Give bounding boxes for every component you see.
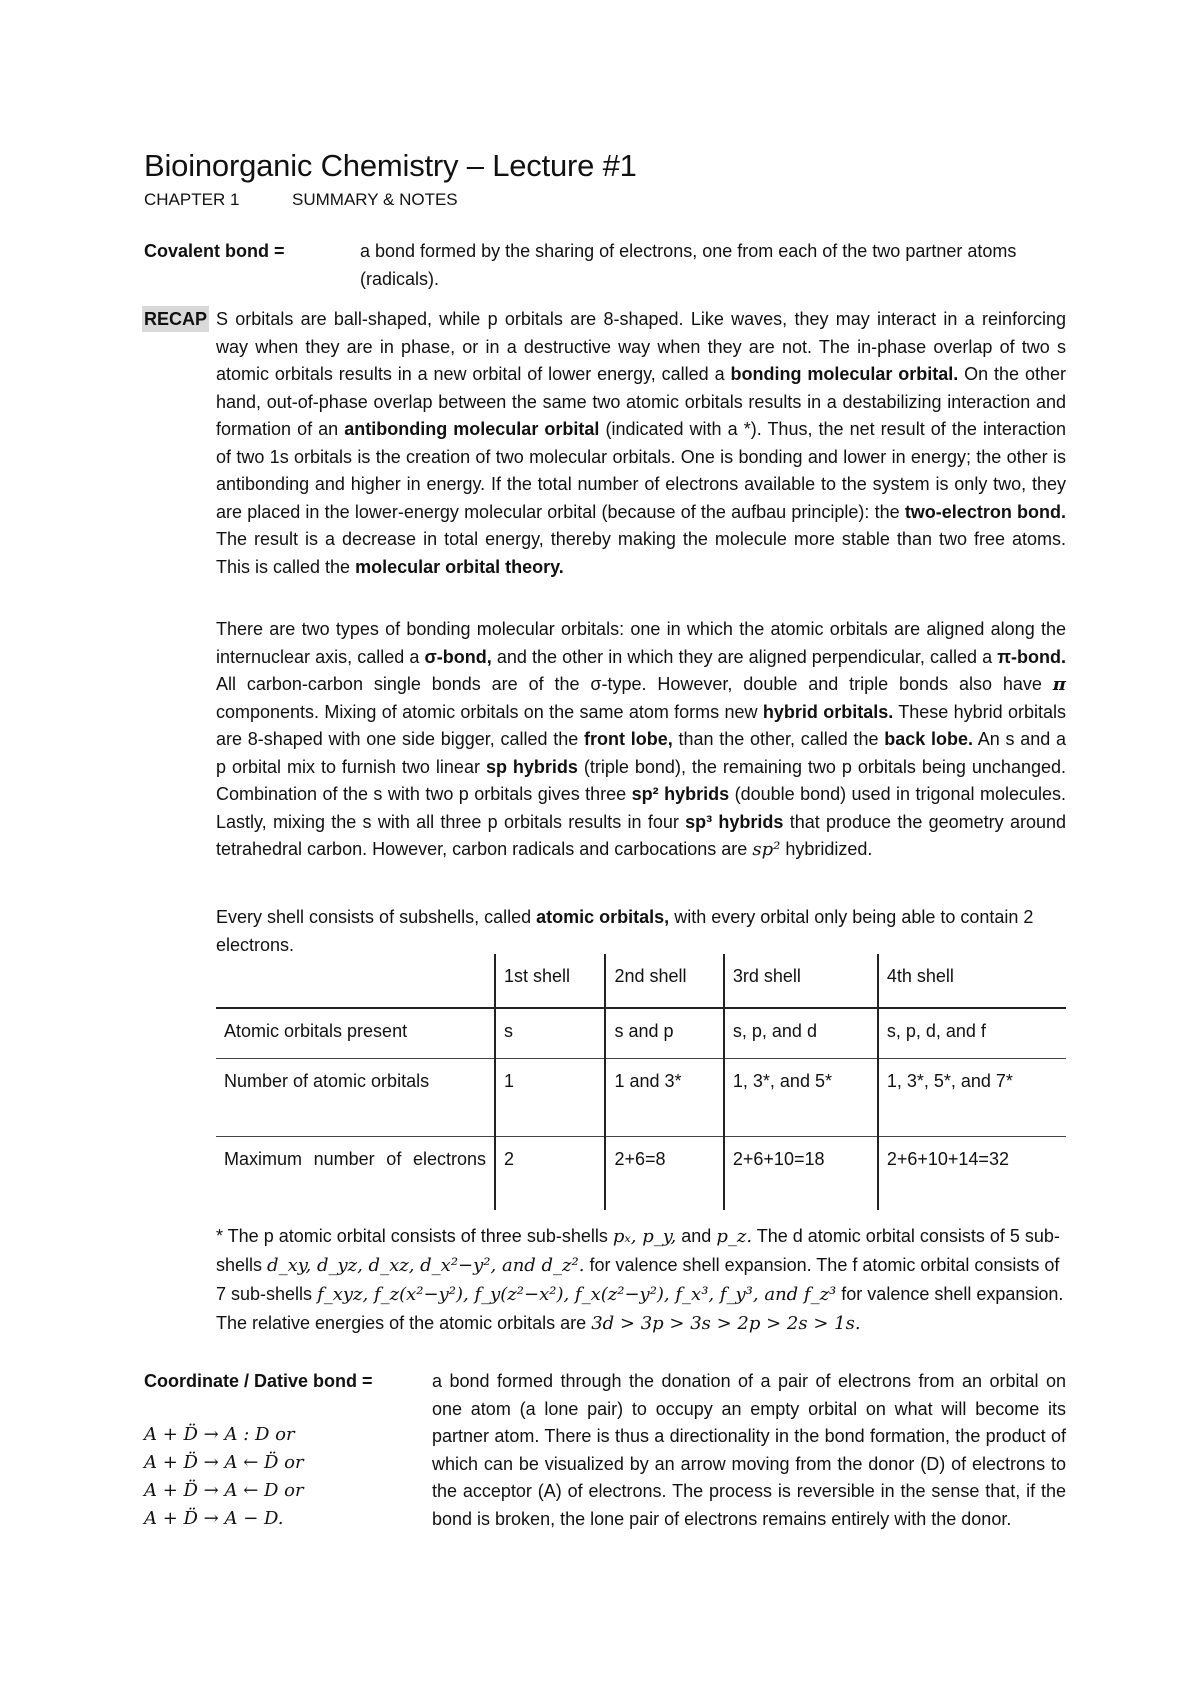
table-cell: s, p, and d bbox=[724, 1008, 878, 1059]
para-text: that produce the geometry around tetrahedral carbon. However, carbon radicals and carbocations are bbox=[216, 811, 1066, 859]
recap-text: The result is a decrease in total energy, thereby making the molecule more stable than two free atoms. This is called the bbox=[216, 529, 1066, 577]
recap-text: (indicated with a *). Thus, the net result of the interaction of two 1s orbitals is the creation of two molecular orbitals. One is bonding and lower in energy; the other is antibonding and higher in energy. If the total number of electrons available to the system is only two, they are placed in the lower-energy molecular orbital (because of the aufbau principle): the bbox=[216, 419, 1066, 522]
recap-tag: RECAP bbox=[142, 306, 209, 332]
table-cell: s, p, d, and f bbox=[878, 1008, 1066, 1059]
bold-term: sp hybrids bbox=[485, 756, 578, 777]
bold-term: sp³ hybrids bbox=[685, 811, 784, 832]
bold-term: π-bond. bbox=[997, 646, 1066, 667]
table-cell: 2+6+10=18 bbox=[724, 1137, 878, 1211]
math-term: f_xyz, f_z(x²−y²), f_y(z²−x²), f_x(z²−y²), f_x³, f_y³, and f_z³ bbox=[317, 1284, 837, 1305]
math-term: pₓ, p_y, bbox=[612, 1226, 677, 1247]
footnote-text: * The p atomic orbital consists of three sub-shells bbox=[216, 1226, 608, 1246]
table-cell: 1, 3*, 5*, and 7* bbox=[878, 1059, 1066, 1137]
footnote-text: The d atomic orbital consists of 5 sub-shells bbox=[216, 1226, 1060, 1275]
table-header-cell: 3rd shell bbox=[724, 954, 878, 1008]
math-term: 3d > 3p > 3s > 2p > 2s > 1s. bbox=[591, 1313, 861, 1334]
recap-bold-term: bonding molecular orbital. bbox=[730, 364, 959, 384]
dative-equation: A + D̈ → A − D. bbox=[144, 1508, 284, 1529]
dative-definition: a bond formed through the donation of a pair of electrons from an orbital on one atom (a lone pair) to occupy an empty orbital on what will become its partner atom. There is thus a directionality in the bond formation, the product of which can be visualized by an arrow moving from the donor (D) of electrons to the acceptor (A) of electrons. The process is reversible in the sense that, if the bond is broken, the lone pair of electrons remains entirely with the donor. bbox=[432, 1371, 1066, 1529]
para-text: and the other in which they are aligned perpendicular, called a bbox=[496, 646, 993, 667]
footnote-text: for valence shell expansion. The f atomic orbital consists of 7 sub-shells bbox=[216, 1255, 1060, 1304]
table-row bbox=[216, 1059, 1066, 1137]
dative-equation: A + D̈ → A ← D̈ or bbox=[144, 1452, 304, 1473]
table-header-cell: 4th shell bbox=[878, 954, 1066, 1008]
bold-term: hybrid orbitals. bbox=[762, 701, 894, 722]
table-cell: Atomic orbitals present bbox=[216, 1008, 495, 1059]
bold-term: atomic orbitals, bbox=[536, 907, 670, 927]
bold-term: front lobe, bbox=[584, 729, 673, 749]
table-footnote bbox=[216, 1222, 1066, 1338]
bold-term: π bbox=[1052, 674, 1066, 695]
subtitle bbox=[144, 190, 458, 210]
table-row bbox=[216, 1137, 1066, 1211]
table-cell: Maximum number of electrons bbox=[224, 1149, 486, 1169]
para-text: Every shell consists of subshells, called bbox=[216, 907, 532, 927]
table-row bbox=[216, 1008, 1066, 1059]
table-cell: 1, 3*, and 5* bbox=[724, 1059, 878, 1137]
table-header-cell: 2nd shell bbox=[605, 954, 723, 1008]
orbital-table bbox=[216, 954, 1066, 1210]
bold-term: sp² hybrids bbox=[631, 784, 730, 804]
table-cell: s and p bbox=[605, 1008, 723, 1059]
recap-text: S orbitals are ball-shaped, while p orbitals are 8-shaped. Like waves, they may interact in a reinforcing way when they are in phase, or in a destructive way when they are not. The in-phase overlap of two s atomic orbitals results in a new orbital of lower energy, called a bbox=[216, 309, 1066, 384]
math-term: d_xy, d_yz, d_xz, d_x²−y², and d_z². bbox=[267, 1255, 585, 1276]
bonding-types-paragraph bbox=[216, 616, 1066, 864]
table-cell: 2+6=8 bbox=[605, 1137, 723, 1211]
covalent-term: Covalent bond = bbox=[144, 241, 285, 261]
table-cell: 2+6+10+14=32 bbox=[878, 1137, 1066, 1211]
table-cell: 2 bbox=[495, 1137, 605, 1211]
recap-bold-term: two-electron bond. bbox=[904, 501, 1066, 522]
para-text: (double bond) used in trigonal molecules. Lastly, mixing the s with all three p orbitals results in four bbox=[216, 784, 1066, 832]
table-cell: s bbox=[495, 1008, 605, 1059]
math-term: sp² bbox=[752, 839, 781, 860]
footnote-text: for valence shell expansion. The relative energies of the atomic orbitals are bbox=[216, 1284, 1064, 1333]
para-text: hybridized. bbox=[785, 839, 873, 859]
table-cell: Number of atomic orbitals bbox=[216, 1059, 495, 1137]
table-cell: 1 and 3* bbox=[605, 1059, 723, 1137]
para-text: An s and a p orbital mix to furnish two linear bbox=[216, 729, 1066, 777]
para-text: There are two types of bonding molecular orbitals: one in which the atomic orbitals are aligned along the internuclear axis, called a bbox=[216, 619, 1066, 667]
section-label: SUMMARY & NOTES bbox=[292, 190, 458, 209]
table-header-cell bbox=[216, 954, 495, 1008]
recap-paragraph bbox=[216, 306, 1066, 581]
para-text: than the other, called the bbox=[678, 729, 879, 749]
page-title: Bioinorganic Chemistry – Lecture #1 bbox=[144, 148, 637, 183]
chapter-label: CHAPTER 1 bbox=[144, 190, 240, 209]
table-cell: 1 bbox=[495, 1059, 605, 1137]
recap-text: On the other hand, out-of-phase overlap between the same two atomic orbitals results in a destabilizing interaction and formation of an bbox=[216, 364, 1066, 439]
bold-term: σ-bond, bbox=[424, 646, 492, 667]
shells-paragraph bbox=[216, 904, 1066, 959]
recap-bold-term: molecular orbital theory. bbox=[355, 556, 564, 577]
bold-term: back lobe. bbox=[884, 729, 974, 749]
footnote-text: and bbox=[681, 1226, 712, 1246]
dative-equation: A + D̈ → A ← D or bbox=[144, 1480, 304, 1501]
recap-bold-term: antibonding molecular orbital bbox=[344, 419, 600, 439]
math-term: p_z. bbox=[716, 1226, 753, 1247]
table-header-cell: 1st shell bbox=[495, 954, 605, 1008]
dative-equation: A + D̈ → A : D or bbox=[144, 1424, 295, 1445]
para-text: with every orbital only being able to contain 2 electrons. bbox=[216, 907, 1034, 955]
dative-term: Coordinate / Dative bond = bbox=[144, 1371, 373, 1391]
para-text: These hybrid orbitals are 8-shaped with one side bigger, called the bbox=[216, 701, 1066, 749]
table-header-row bbox=[216, 954, 1066, 1008]
para-text: components. Mixing of atomic orbitals on the same atom forms new bbox=[216, 701, 758, 722]
para-text: All carbon-carbon single bonds are of the σ-type. However, double and triple bonds also have bbox=[216, 674, 1042, 694]
para-text: (triple bond), the remaining two p orbitals being unchanged. Combination of the s with two p orbitals gives three bbox=[216, 756, 1066, 804]
covalent-definition: a bond formed by the sharing of electrons, one from each of the two partner atoms (radicals). bbox=[360, 241, 1017, 289]
